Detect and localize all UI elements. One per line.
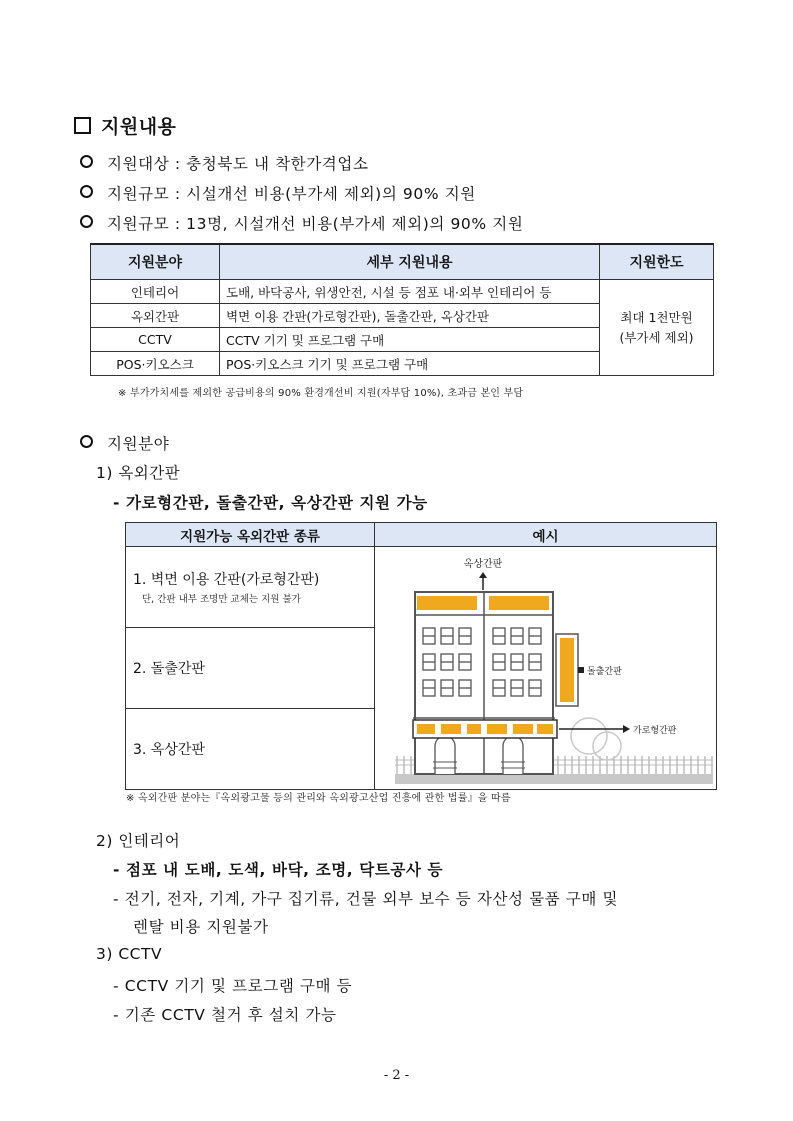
table-header: 지원분야 xyxy=(91,244,220,280)
circle-bullet-icon xyxy=(80,435,93,448)
item2-label: 2) 인테리어 xyxy=(96,832,181,850)
item3-dash2: - 기존 CCTV 철거 후 설치 가능 xyxy=(113,1006,337,1024)
bullet-scale-2: 지원규모 : 13명, 시설개선 비용(부가세 제외)의 90% 지원 xyxy=(80,212,523,234)
section2-title: 지원분야 xyxy=(80,432,169,454)
projecting-sign xyxy=(560,638,574,702)
label-projecting: 돌출간판 xyxy=(587,667,622,677)
signage-table xyxy=(125,522,717,790)
circle-bullet-icon xyxy=(80,215,93,228)
table-row: 1. 벽면 이용 간판(가로형간판) 단, 간판 내부 조명만 교체는 지원 불가 옥상간판 돌출간판 가로형간판 xyxy=(126,547,717,628)
circle-bullet-icon xyxy=(80,155,93,168)
table-row: 옥외간판 벽면 이용 간판(가로형간판), 돌출간판, 옥상간판 xyxy=(91,304,714,328)
square-bullet-icon xyxy=(74,117,91,134)
table2-note: ※ 옥외간판 분야는『옥외광고물 등의 관리와 옥외광고산업 진흥에 관한 법률』을 따름 xyxy=(126,793,511,804)
rooftop-sign xyxy=(417,596,477,610)
item2-dash2: - 전기, 전자, 기계, 가구 집기류, 건물 외부 보수 등 자산성 물품 구매 및 xyxy=(113,890,619,908)
table-row: 2. 돌출간판 xyxy=(126,628,717,709)
arrow-right-icon xyxy=(578,667,584,673)
support-limit: 최대 1천만원 (부가세 제외) xyxy=(600,280,714,376)
label-horizontal: 가로형간판 xyxy=(633,726,677,736)
ground xyxy=(395,774,713,784)
rooftop-sign xyxy=(489,596,549,610)
support-content-table xyxy=(90,243,714,376)
arrow-up-icon xyxy=(479,572,487,578)
circle-bullet-icon xyxy=(80,185,93,198)
table-header: 세부 지원내용 xyxy=(220,244,600,280)
page-number: - 2 - xyxy=(383,1068,410,1083)
table-row: 인테리어 도배, 바닥공사, 위생안전, 시설 등 점포 내·외부 인테리어 등 최대 1천만원 (부가세 제외) xyxy=(91,280,714,304)
item2-dash2-cont: 렌탈 비용 지원불가 xyxy=(133,918,269,936)
section-heading: 지원내용 xyxy=(74,112,176,139)
table-header: 예시 xyxy=(375,523,717,547)
bullet-scale-1: 지원규모 : 시설개선 비용(부가세 제외)의 90% 지원 xyxy=(80,182,476,204)
label-rooftop: 옥상간판 xyxy=(463,559,503,570)
item3-label: 3) CCTV xyxy=(96,945,163,963)
table-row: 3. 옥상간판 xyxy=(126,709,717,790)
building-signage-illustration xyxy=(375,550,715,786)
item1-dash: - 가로형간판, 돌출간판, 옥상간판 지원 가능 xyxy=(113,494,428,512)
bullet-target: 지원대상 : 충청북도 내 착한가격업소 xyxy=(80,152,369,174)
table1-note: ※ 부가가치세를 제외한 공급비용의 90% 환경개선비 지원(자부담 10%), 초과금 본인 부담 xyxy=(118,388,524,399)
table-header: 지원한도 xyxy=(600,244,714,280)
item3-dash1: - CCTV 기기 및 프로그램 구매 등 xyxy=(113,977,353,995)
signage-illustration-cell xyxy=(375,547,717,790)
table-row: POS·키오스크 POS·키오스크 기기 및 프로그램 구매 xyxy=(91,352,714,376)
arrow-right-icon xyxy=(623,725,630,733)
item2-dash1: - 점포 내 도배, 도색, 바닥, 조명, 닥트공사 등 xyxy=(113,861,444,879)
table-row: CCTV CCTV 기기 및 프로그램 구매 xyxy=(91,328,714,352)
item1-label: 1) 옥외간판 xyxy=(96,464,181,482)
table-header: 지원가능 옥외간판 종류 xyxy=(126,523,375,547)
